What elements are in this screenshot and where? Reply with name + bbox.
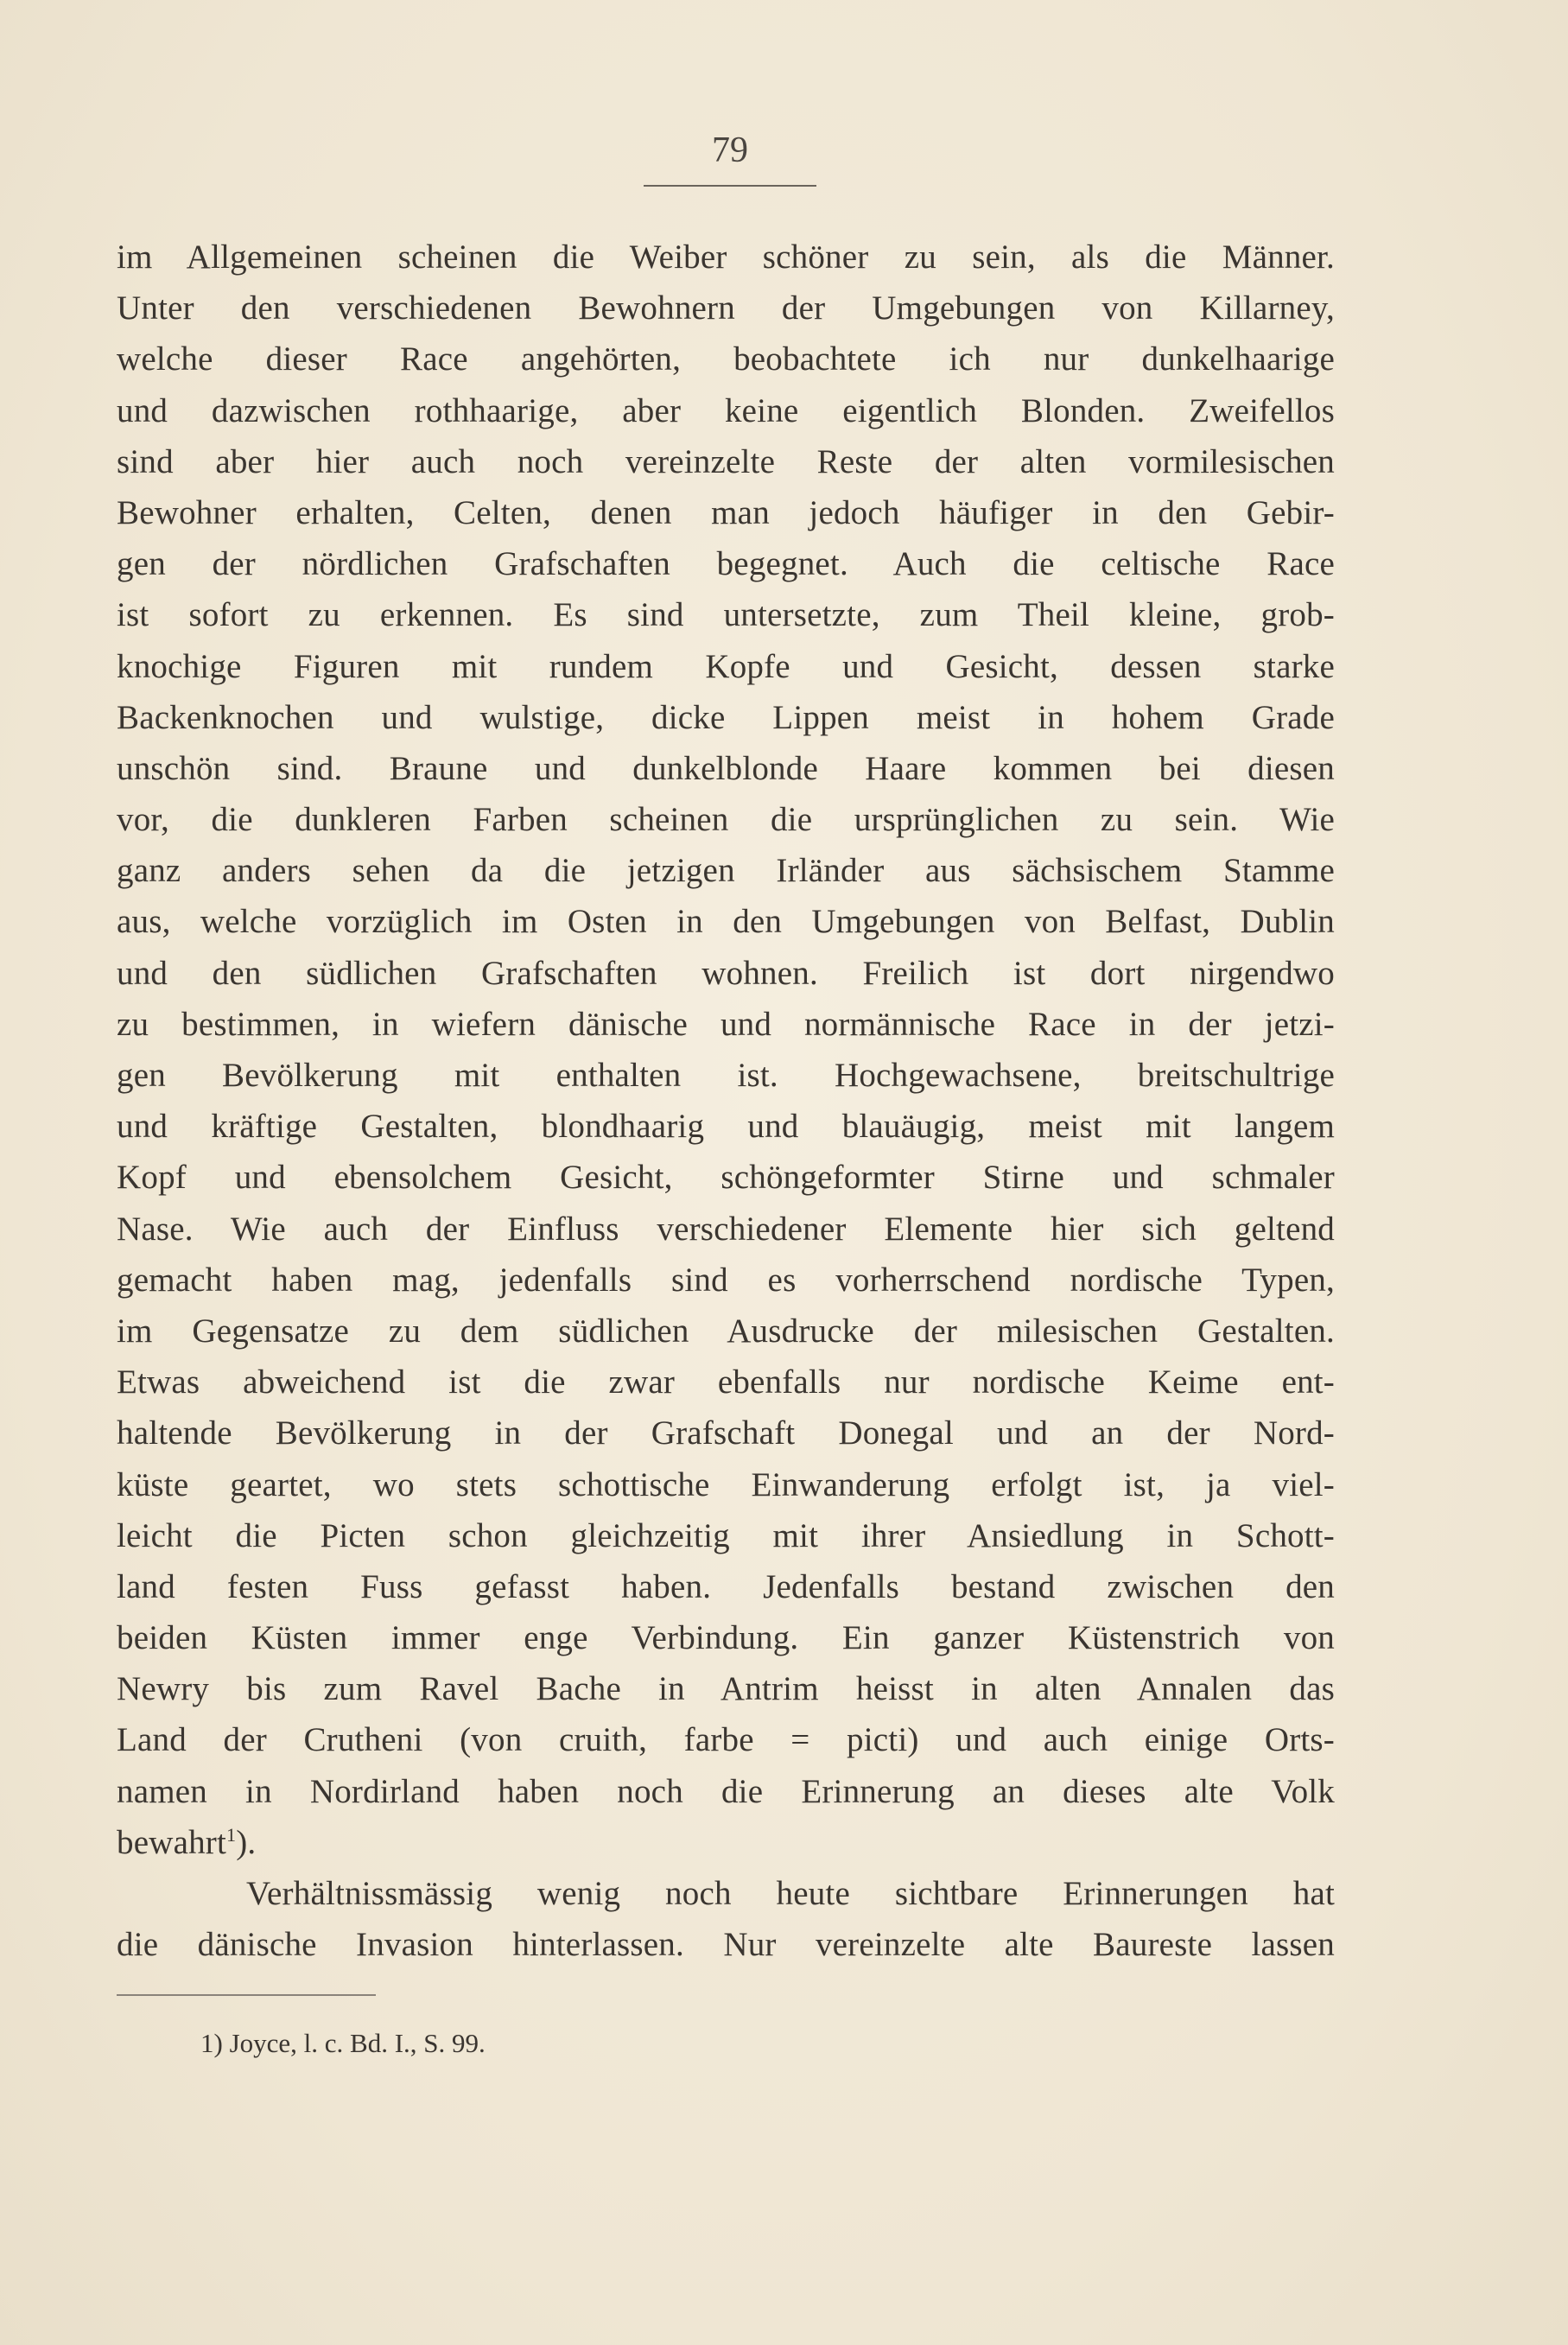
text-line: küste geartet, wo stets schottische Einwanderung erfolgt ist, ja viel- <box>117 1465 1335 1503</box>
text-line: gen Bevölkerung mit enthalten ist. Hochgewachsene, breitschultrige <box>117 1057 1335 1094</box>
text-line: leicht die Picten schon gleichzeitig mit ihrer Ansiedlung in Schott- <box>117 1516 1335 1554</box>
text-line: Unter den verschiedenen Bewohnern der Umgebungen von Killarney, <box>117 289 1335 327</box>
text-line: land festen Fuss gefasst haben. Jedenfalls bestand zwischen den <box>117 1567 1335 1605</box>
last-line-end: ). <box>236 1823 257 1861</box>
paragraph-1 <box>117 232 1335 1868</box>
text-line: die dänische Invasion hinterlassen. Nur vereinzelte alte Baureste lassen <box>117 1926 1335 1964</box>
footnote-reference[interactable]: 1 <box>226 1823 237 1846</box>
text-line: ist sofort zu erkennen. Es sind untersetzte, zum Theil kleine, grob- <box>117 596 1335 634</box>
text-line: Verhältnissmässig wenig noch heute sichtbare Erinnerungen hat <box>246 1875 1335 1912</box>
text-line: und dazwischen rothhaarige, aber keine eigentlich Blonden. Zweifellos <box>117 391 1335 429</box>
text-line: Bewohner erhalten, Celten, denen man jedoch häufiger in den Gebir- <box>117 493 1335 531</box>
text-line: im Gegensatze zu dem südlichen Ausdrucke der milesischen Gestalten. <box>117 1312 1335 1350</box>
text-line: welche dieser Race angehörten, beobachtete ich nur dunkelhaarige <box>117 340 1335 378</box>
text-line: und den südlichen Grafschaften wohnen. Freilich ist dort nirgendwo <box>117 954 1335 992</box>
text-line: und kräftige Gestalten, blondhaarig und blauäugig, meist mit langem <box>117 1108 1335 1146</box>
text-line: Newry bis zum Ravel Bache in Antrim heisst in alten Annalen das <box>117 1670 1335 1708</box>
text-line: Etwas abweichend ist die zwar ebenfalls nur nordische Keime ent- <box>117 1363 1335 1401</box>
text-line-last <box>117 1817 1335 1868</box>
text-line: vor, die dunkleren Farben scheinen die ursprünglichen zu sein. Wie <box>117 801 1335 839</box>
text-line: im Allgemeinen scheinen die Weiber schöner zu sein, als die Männer. <box>117 238 1335 276</box>
text-line: sind aber hier auch noch vereinzelte Reste der alten vormilesischen <box>117 442 1335 480</box>
text-line: zu bestimmen, in wiefern dänische und normännische Race in der jetzi- <box>117 1005 1335 1043</box>
text-line: gen der nördlichen Grafschaften begegnet. Auch die celtische Race <box>117 545 1335 583</box>
text-line: Kopf und ebensolchem Gesicht, schöngeformter Stirne und schmaler <box>117 1159 1335 1197</box>
text-line: knochige Figuren mit rundem Kopfe und Gesicht, dessen starke <box>117 647 1335 685</box>
footnote: 1) Joyce, l. c. Bd. I., S. 99. <box>200 2028 486 2058</box>
text-line: haltende Bevölkerung in der Grafschaft Donegal und an der Nord- <box>117 1414 1335 1452</box>
text-line: Backenknochen und wulstige, dicke Lippen meist in hohem Grade <box>117 698 1335 736</box>
page-number-rule <box>644 185 816 187</box>
text-line: namen in Nordirland haben noch die Erinnerung an dieses alte Volk <box>117 1772 1335 1810</box>
text-line: beiden Küsten immer enge Verbindung. Ein ganzer Küstenstrich von <box>117 1619 1335 1657</box>
text-line: gemacht haben mag, jedenfalls sind es vorherrschend nordische Typen, <box>117 1261 1335 1299</box>
text-line: ganz anders sehen da die jetzigen Irländer aus sächsischem Stamme <box>117 852 1335 890</box>
text-line: unschön sind. Braune und dunkelblonde Haare kommen bei diesen <box>117 749 1335 787</box>
paragraph-2 <box>117 1868 1335 1970</box>
text-line: Land der Crutheni (von cruith, farbe = picti) und auch einige Orts- <box>117 1721 1335 1759</box>
text-line: aus, welche vorzüglich im Osten in den Umgebungen von Belfast, Dublin <box>117 903 1335 941</box>
body-text <box>117 232 1335 1970</box>
last-line-text: bewahrt <box>117 1823 227 1861</box>
footnote-rule <box>117 1994 376 1996</box>
page-number: 79 <box>712 130 748 170</box>
text-line: Nase. Wie auch der Einfluss verschiedener Elemente hier sich geltend <box>117 1210 1335 1248</box>
